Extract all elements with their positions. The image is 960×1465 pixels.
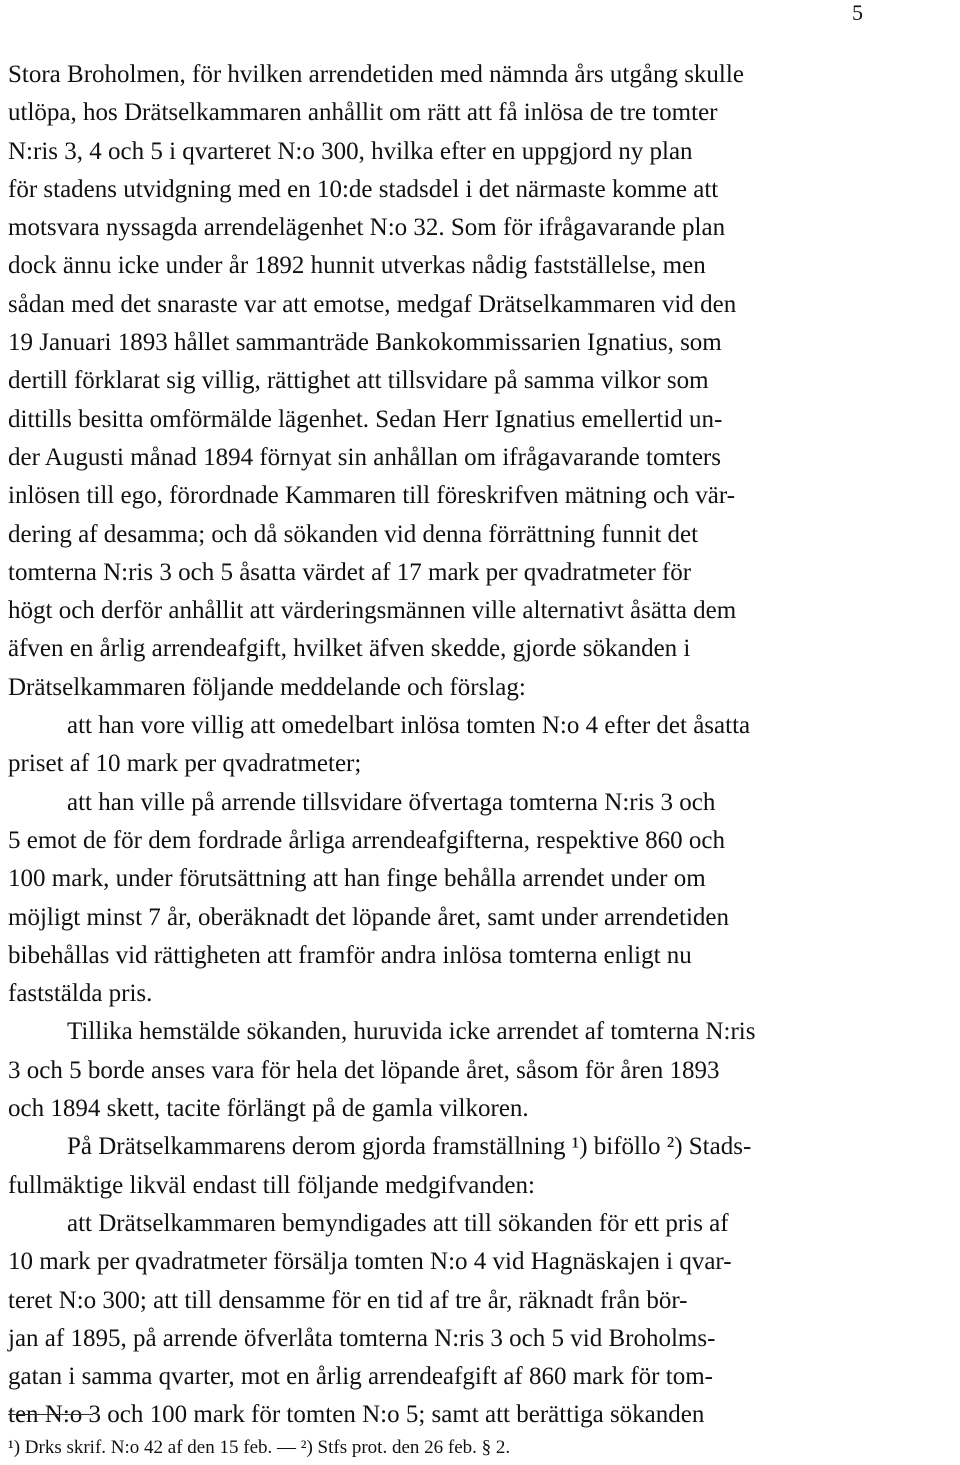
text-line: inlösen till ego, förordnade Kammaren till föreskrifven mätning och vär-	[8, 482, 736, 510]
text-line: fullmäktige likväl endast till följande medgifvanden:	[8, 1171, 535, 1199]
text-line: och 1894 skett, tacite förlängt på de gamla vilkoren.	[8, 1095, 529, 1123]
page-number: 5	[852, 0, 863, 25]
text-line: gatan i samma qvarter, mot en årlig arrendeafgift af 860 mark för tom-	[8, 1363, 713, 1391]
text-line: 5 emot de för dem fordrade årliga arrendeafgifterna, respektive 860 och	[8, 826, 726, 854]
text-line: 3 och 5 borde anses vara för hela det löpande året, såsom för åren 1893	[8, 1056, 720, 1084]
text-line: Drätselkammaren följande meddelande och förslag:	[8, 673, 526, 701]
text-line: På Drätselkammarens derom gjorda framställning ¹) biföllo ²) Stads-	[67, 1133, 752, 1161]
text-line: dock ännu icke under år 1892 hunnit utverkas nådig fastställelse, men	[8, 252, 706, 280]
text-line: faststälda pris.	[8, 980, 153, 1008]
text-line: jan af 1895, på arrende öfverlåta tomterna N:ris 3 och 5 vid Broholms-	[8, 1324, 716, 1352]
text-line: dering af desamma; och då sökanden vid denna förrättning funnit det	[8, 520, 699, 548]
text-line: priset af 10 mark per qvadratmeter;	[8, 750, 362, 778]
text-line: tomterna N:ris 3 och 5 åsatta värdet af 17 mark per qvadratmeter för	[8, 558, 692, 586]
text-line: teret N:o 300; att till densamme för en tid af tre år, räknadt från bör-	[8, 1286, 688, 1314]
text-line: att han ville på arrende tillsvidare öfvertaga tomterna N:ris 3 och	[67, 788, 716, 816]
text-line: att Drätselkammaren bemyndigades att till sökanden för ett pris af	[67, 1209, 729, 1237]
text-line: sådan med det snaraste var att emotse, medgaf Drätselkammaren vid den	[8, 290, 737, 318]
text-line: der Augusti månad 1894 förnyat sin anhållan om ifrågavarande tomters	[8, 443, 721, 471]
text-line: högt och derför anhållit att värderingsmännen ville alternativt åsätta dem	[8, 597, 737, 625]
text-line: 10 mark per qvadratmeter försälja tomten N:o 4 vid Hagnäskajen i qvar-	[8, 1248, 732, 1276]
text-line: för stadens utvidgning med en 10:de stadsdel i det närmaste komme att	[8, 175, 719, 203]
text-line: att han vore villig att omedelbart inlösa tomten N:o 4 efter det åsatta	[67, 712, 751, 740]
text-line: dertill förklarat sig villig, rättighet att tillsvidare på samma vilkor som	[8, 367, 709, 395]
text-line: möjligt minst 7 år, oberäknadt det löpande året, samt under arrendetiden	[8, 903, 729, 931]
text-line: ten N:o 3 och 100 mark för tomten N:o 5; samt att berättiga sökanden	[8, 1401, 705, 1429]
footnote-divider	[8, 1414, 93, 1415]
text-line: äfven en årlig arrendeafgift, hvilket äfven skedde, gjorde sökanden i	[8, 635, 691, 663]
text-line: bibehållas vid rättigheten att framför andra inlösa tomterna enligt nu	[8, 941, 692, 969]
text-line: motsvara nyssagda arrendelägenhet N:o 32. Som för ifrågavarande plan	[8, 214, 726, 242]
text-line: Stora Broholmen, för hvilken arrendetiden med nämnda års utgång skulle	[8, 61, 744, 88]
text-line: 100 mark, under förutsättning att han finge behålla arrendet under om	[8, 865, 706, 893]
text-line: 19 Januari 1893 hållet sammanträde Bankokommissarien Ignatius, som	[8, 329, 722, 357]
body-text	[8, 56, 895, 1435]
text-line: utlöpa, hos Drätselkammaren anhållit om rätt att få inlösa de tre tomter	[8, 99, 718, 127]
text-line: Tillika hemstälde sökanden, huruvida icke arrendet af tomterna N:ris	[67, 1018, 756, 1046]
text-line: N:ris 3, 4 och 5 i qvarteret N:o 300, hvilka efter en uppgjord ny plan	[8, 137, 693, 165]
text-line: dittills besitta omförmälde lägenhet. Sedan Herr Ignatius emellertid un-	[8, 405, 723, 433]
footnote: ¹) Drks skrif. N:o 42 af den 15 feb. — ²) Stfs prot. den 26 feb. § 2.	[8, 1437, 511, 1458]
